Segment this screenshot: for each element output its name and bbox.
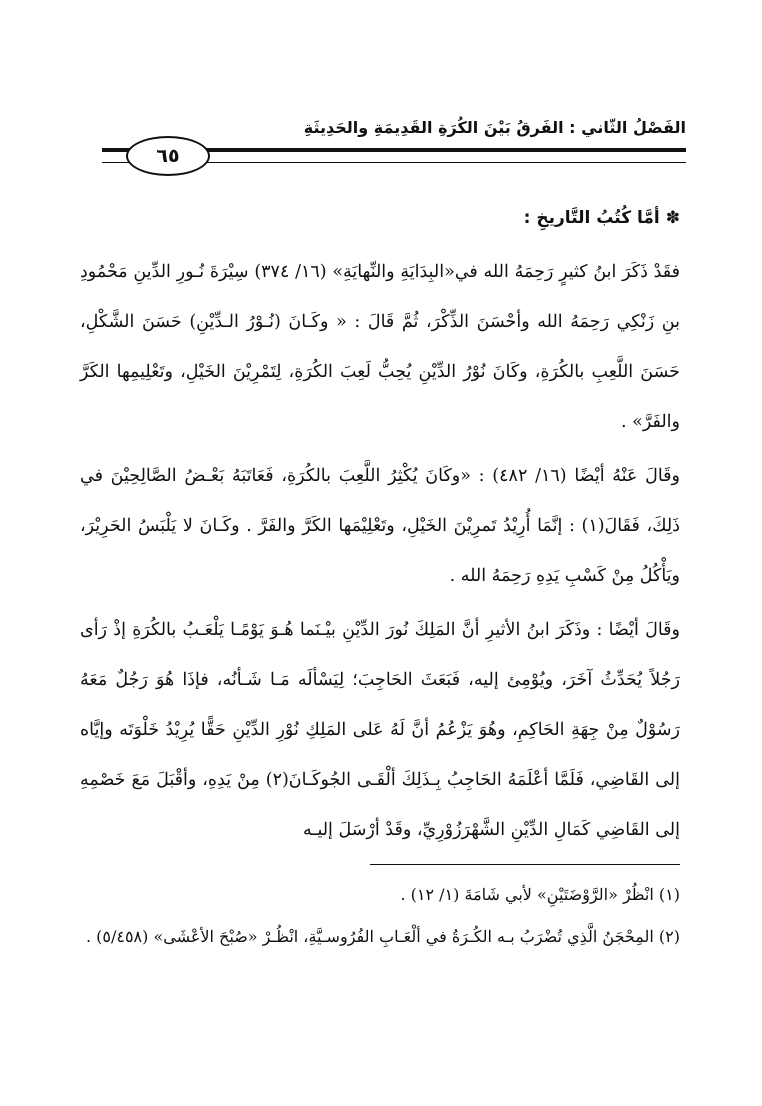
footnotes — [80, 874, 680, 958]
page-number-badge — [126, 136, 210, 176]
footnote-separator — [370, 864, 680, 865]
page-number: ٦٥ — [156, 145, 180, 167]
section-heading-text: أمَّا كُتُبُ التَّاريخِ : — [523, 208, 660, 228]
running-header-title: الفَصْلُ الثّاني : الفَرقُ بَيْنَ الكُرَةِ القَدِيمَةِ والحَدِيثَةِ — [303, 118, 686, 137]
section-heading — [80, 193, 680, 243]
star-ornament-icon: ✽ — [665, 208, 680, 228]
paragraph: وقَالَ أيْضًا : وذَكَرَ ابنُ الأثيرِ أنَّ المَلِكَ نُورَ الدِّيْنِ بيْـنَما هُـوَ يَوْمًـا يَلْعَـبُ بالكُرَةِ إذْ رَأى رَجُلاً يُحَدِّثُ آخَرَ، ويُوْمِئ إليه، فَبَعَثَ الحَاجِبَ؛ لِيَسْألَه مَـا شَـأنُه، فإذَا هُوَ رَجُلٌ مَعَهُ رَسُوْلٌ مِنْ جِهَةِ الحَاكِمِ، وهُوَ يَزْعُمُ أنَّ لَهُ عَلى المَلِكِ نُوْرِ الدِّيْنِ حَقًّا يُرِيْدُ خَلْوَتَه وإيَّاه إلى القَاضِي، فَلَمَّا أعْلَمَهُ الحَاجِبُ بِـذَلِكَ ألْقَـى الجُوكَـانَ(٢) مِنْ يَدِهِ، وأقْبَلَ مَعَ خَصْمِهِ إلى القَاضِي كَمَالِ الدِّيْنِ الشَّهْرَزُوْرِيِّ، وقَدْ أرْسَلَ إليـه — [80, 620, 680, 840]
paragraph: وقَالَ عَنْهُ أيْضًا (١٦/ ٤٨٢) : «وكَانَ يُكْثِرُ اللَّعِبَ بالكُرَةِ، فَعَاتَبَهُ بَعْـضُ الصَّالِحِيْنَ في ذَلِكَ، فَقَالَ(١) : إنَّمَا أُرِيْدُ تَمرِيْنَ الخَيْلِ، وتَعْلِيْمَها الكَرَّ والفَرَّ . وكَـانَ لا يَلْبَسُ الحَرِيْرَ، ويَأْكُلُ مِنْ كَسْبِ يَدِهِ رَحِمَهُ الله . — [80, 466, 680, 586]
footnote: (١) انْظُرْ «الرَّوْضَتَيْنِ» لأبي شَامَةَ (١/ ١٢) . — [400, 885, 680, 904]
paragraph: فقَدْ ذَكَرَ ابنُ كثيرٍ رَحِمَهُ الله في«البِدَايَةِ والنِّهايَةِ» (١٦/ ٣٧٤) سِيْرَةَ نُـورِ الدِّينِ مَحْمُودِ بنِ زَنْكِي رَحِمَهُ الله وأحْسَنَ الذِّكْرَ، ثُمَّ قَالَ : « وكَـانَ (نُـوْرُ الـدِّيْنِ) حَسَنَ الشَّكْلِ، حَسَنَ اللَّعِبِ بالكُرَةِ، وكَانَ نُوْرُ الدِّيْنِ يُحِبُّ لَعِبَ الكُرَةِ، لِتَمْرِيْنَ الخَيْلِ، وتَعْلِيمِها الكَرَّ والفَرَّ» . — [80, 262, 680, 432]
main-text — [80, 193, 680, 859]
footnote: (٢) المِحْجَنُ الَّذِي تُضْرَبُ بـه الكُـرَةُ في ألْعَـابِ الفُرُوسـيَّةِ، انْظُـرْ «صُبْحَ الأعْشَى» (٥/٤٥٨) . — [85, 927, 680, 946]
